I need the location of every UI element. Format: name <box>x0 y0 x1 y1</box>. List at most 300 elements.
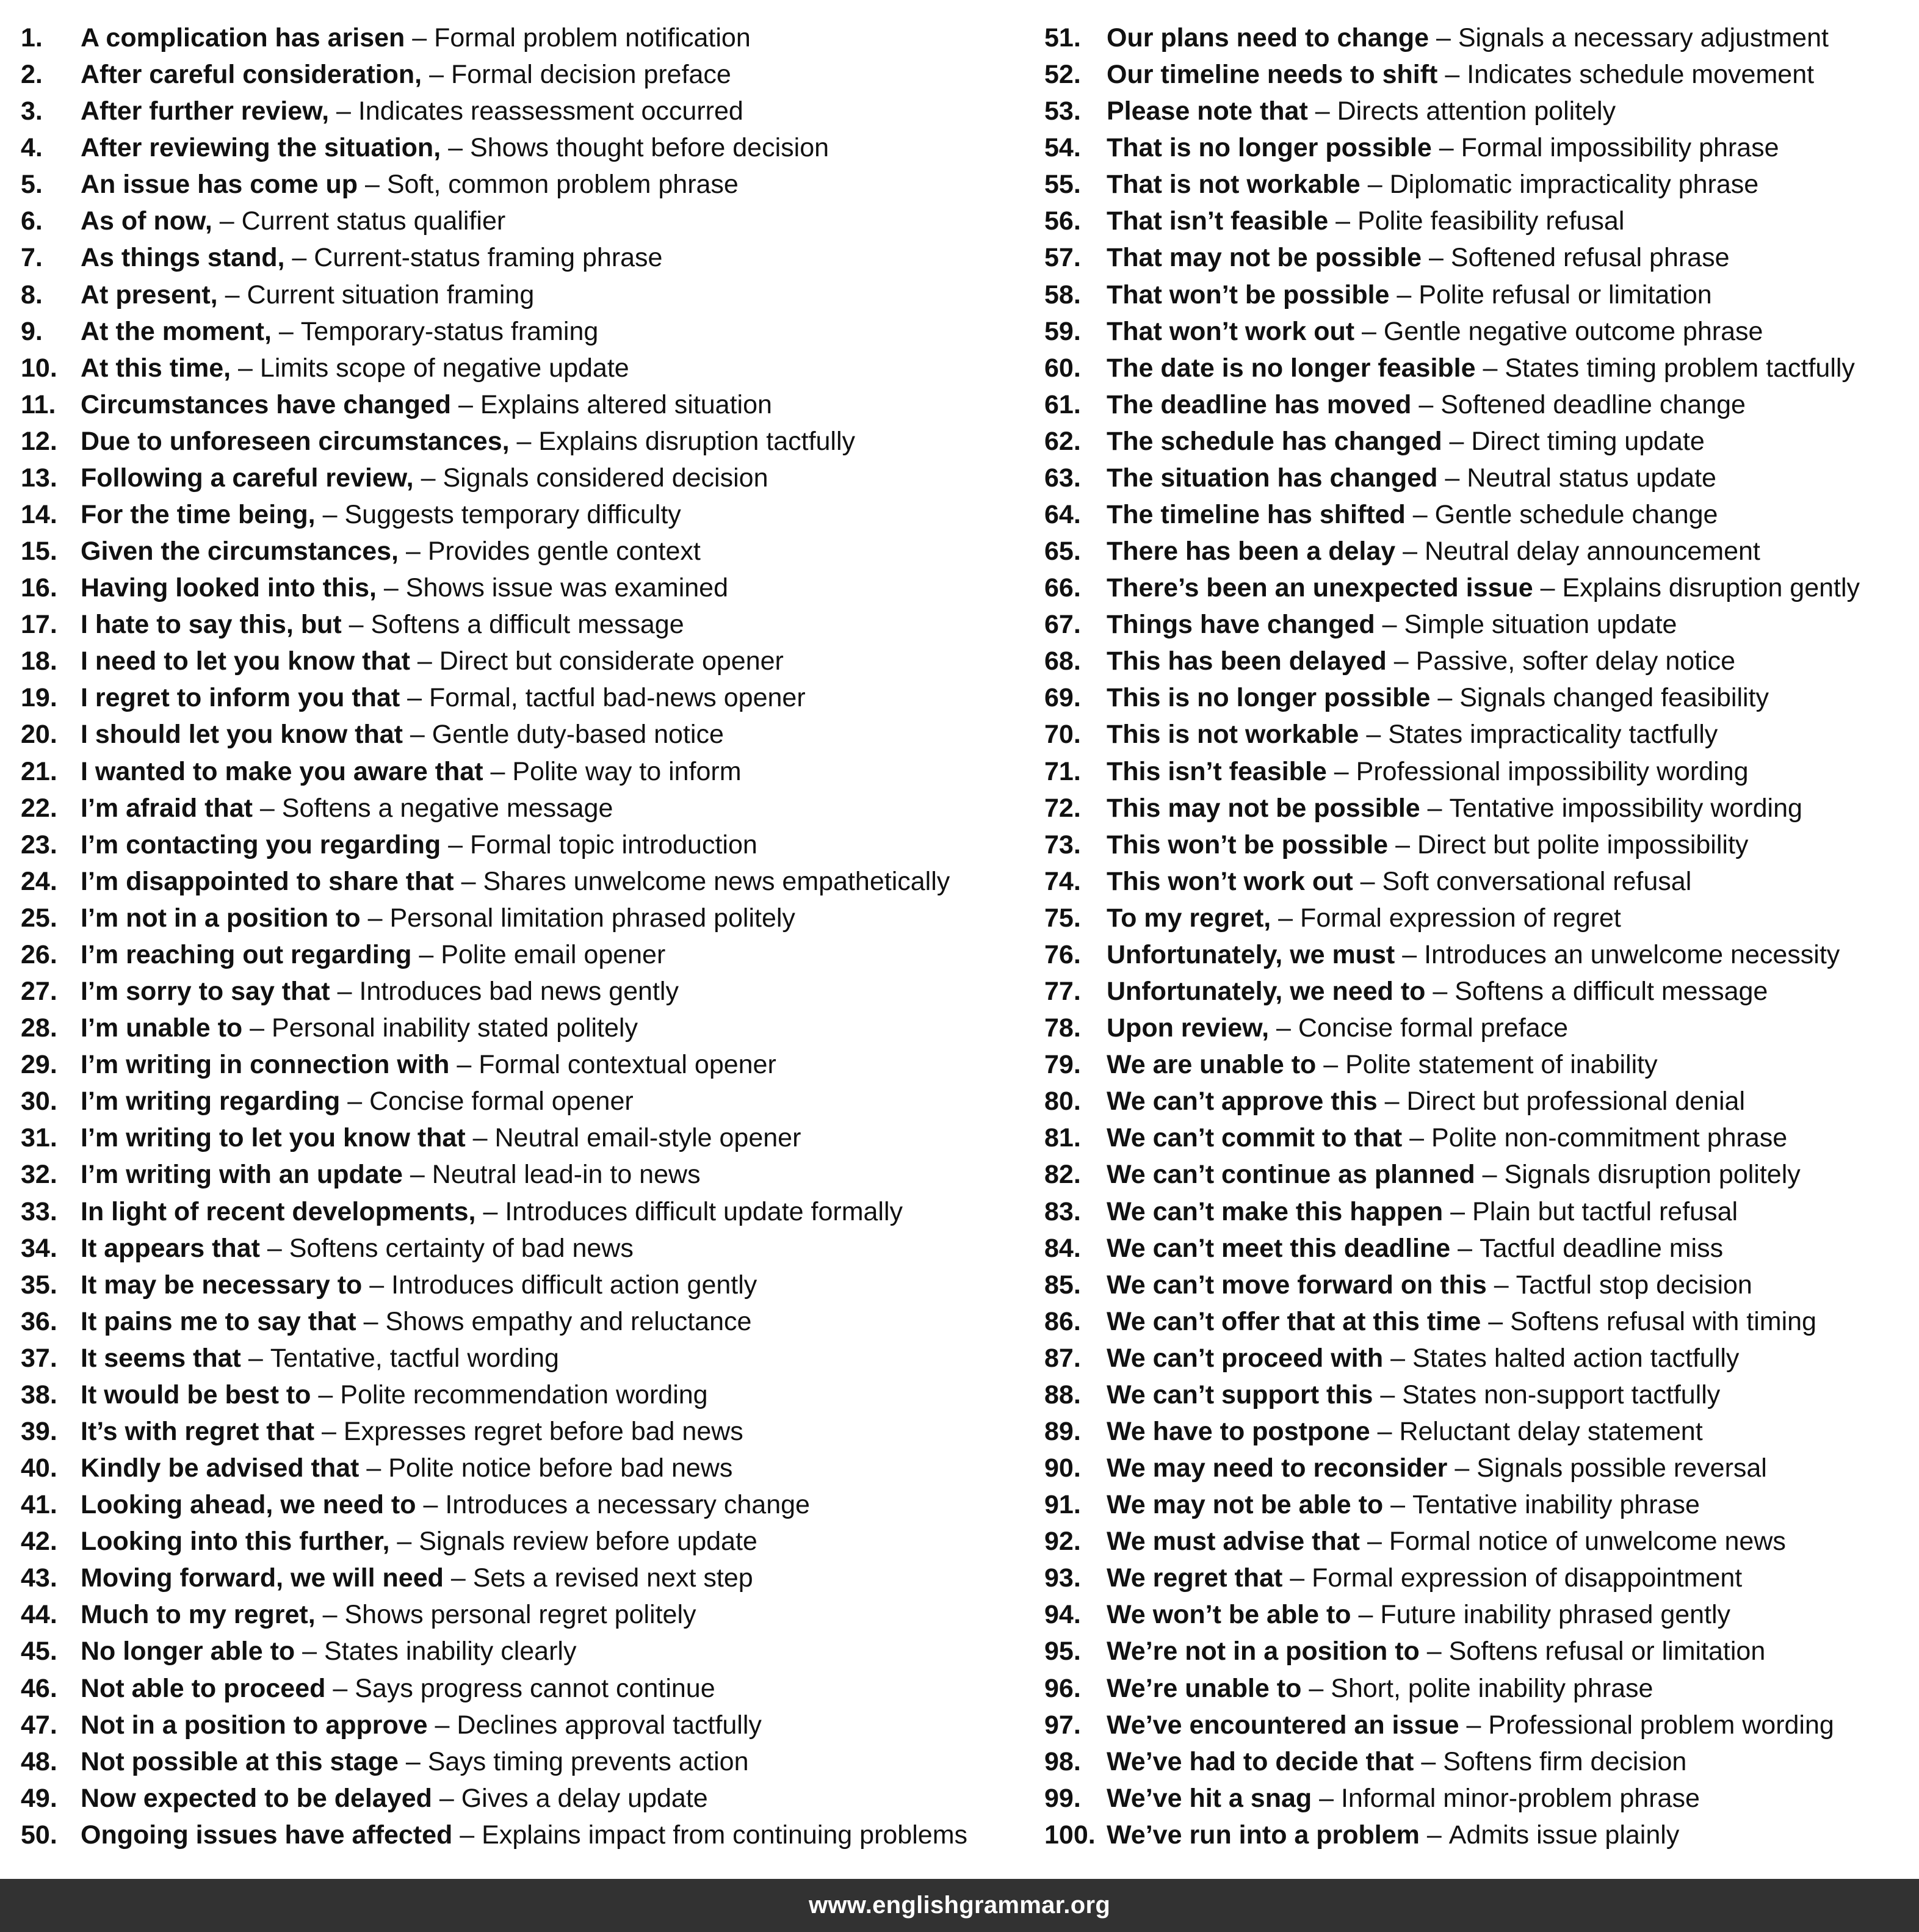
list-item <box>21 1303 1022 1340</box>
item-number: 94. <box>1044 1600 1081 1630</box>
item-separator: – <box>1380 1380 1395 1409</box>
list-item <box>1044 56 1911 93</box>
item-separator: – <box>366 1453 381 1483</box>
list-item <box>21 423 1022 460</box>
item-separator: – <box>1436 23 1451 52</box>
item-phrase: This may not be possible <box>1107 793 1420 823</box>
item-phrase: We have to postpone <box>1107 1416 1370 1446</box>
item-separator: – <box>472 1123 488 1153</box>
item-number: 80. <box>1044 1087 1081 1116</box>
list-item <box>1044 1230 1911 1267</box>
item-number: 69. <box>1044 683 1081 713</box>
item-description: Polite feasibility refusal <box>1357 206 1625 236</box>
item-phrase: We regret that <box>1107 1563 1283 1593</box>
item-separator: – <box>1445 60 1460 90</box>
item-separator: – <box>336 96 351 126</box>
item-separator: – <box>435 1710 450 1740</box>
item-phrase: We’ve encountered an issue <box>1107 1710 1459 1740</box>
item-number: 65. <box>1044 537 1081 566</box>
list-item <box>21 56 1022 93</box>
item-number: 27. <box>21 977 57 1007</box>
item-number: 21. <box>21 756 57 786</box>
list-item <box>1044 753 1911 790</box>
item-number: 37. <box>21 1343 57 1373</box>
list-item <box>1044 1560 1911 1596</box>
item-number: 38. <box>21 1380 57 1409</box>
item-description: Introduces bad news gently <box>359 977 679 1007</box>
item-number: 77. <box>1044 977 1081 1007</box>
item-separator: – <box>1433 977 1448 1007</box>
item-separator: – <box>1397 280 1412 309</box>
list-item <box>21 460 1022 496</box>
item-description: Gentle schedule change <box>1434 500 1718 530</box>
item-number: 49. <box>21 1783 57 1813</box>
item-description: Polite statement of inability <box>1345 1050 1658 1080</box>
item-phrase: An issue has come up <box>81 170 358 200</box>
item-separator: – <box>1335 206 1351 236</box>
item-description: Neutral status update <box>1467 463 1716 493</box>
list-item <box>1044 166 1911 203</box>
item-description: Sets a revised next step <box>472 1563 753 1593</box>
list-item <box>21 1560 1022 1596</box>
list-item <box>21 1633 1022 1670</box>
item-description: Personal inability stated politely <box>272 1013 638 1043</box>
list-item <box>1044 1377 1911 1413</box>
item-phrase: I’m not in a position to <box>81 903 361 933</box>
item-description: Signals a necessary adjustment <box>1458 23 1829 52</box>
item-phrase: The situation has changed <box>1107 463 1438 493</box>
item-phrase: We can’t approve this <box>1107 1087 1378 1116</box>
item-separator: – <box>1323 1050 1339 1080</box>
item-phrase: This won’t be possible <box>1107 830 1389 859</box>
item-phrase: We’ve run into a problem <box>1107 1820 1420 1850</box>
item-number: 87. <box>1044 1343 1081 1373</box>
list-item <box>21 166 1022 203</box>
item-phrase: I’m writing to let you know that <box>81 1123 466 1153</box>
item-separator: – <box>516 426 532 456</box>
item-description: Passive, softer delay notice <box>1415 646 1736 676</box>
item-phrase: Not able to proceed <box>81 1673 326 1703</box>
item-phrase: Moving forward, we will need <box>81 1563 444 1593</box>
list-item <box>1044 1523 1911 1560</box>
item-number: 50. <box>21 1820 57 1850</box>
item-phrase: Our timeline needs to shift <box>1107 60 1438 90</box>
item-phrase: As of now, <box>81 206 212 236</box>
item-number: 34. <box>21 1233 57 1263</box>
list-item <box>1044 496 1911 533</box>
item-separator: – <box>364 170 380 200</box>
item-separator: – <box>448 830 463 859</box>
item-description: Polite way to inform <box>512 756 742 786</box>
item-phrase: We can’t move forward on this <box>1107 1270 1487 1300</box>
item-number: 72. <box>1044 793 1081 823</box>
item-phrase: I’m disappointed to share that <box>81 866 454 896</box>
list-item <box>1044 1120 1911 1156</box>
item-number: 89. <box>1044 1416 1081 1446</box>
item-description: Expresses regret before bad news <box>343 1416 743 1446</box>
list-item <box>1044 129 1911 166</box>
list-item <box>21 1230 1022 1267</box>
list-item <box>1044 716 1911 753</box>
item-separator: – <box>397 1527 412 1557</box>
item-phrase: I need to let you know that <box>81 646 410 676</box>
item-phrase: Circumstances have changed <box>81 389 452 419</box>
item-description: Indicates reassessment occurred <box>358 96 743 126</box>
item-number: 58. <box>1044 280 1081 309</box>
item-separator: – <box>1402 939 1417 969</box>
item-separator: – <box>1483 353 1498 383</box>
item-description: Polite refusal or limitation <box>1418 280 1712 309</box>
item-separator: – <box>1466 1710 1481 1740</box>
item-description: States non-support tactfully <box>1402 1380 1721 1409</box>
list-item <box>21 1670 1022 1707</box>
item-description: States impracticality tactfully <box>1388 720 1718 750</box>
list-item <box>1044 1413 1911 1450</box>
item-phrase: Looking ahead, we need to <box>81 1490 416 1520</box>
item-description: Formal decision preface <box>450 60 731 90</box>
list-item <box>1044 1156 1911 1193</box>
item-description: Admits issue plainly <box>1448 1820 1680 1850</box>
list-item <box>21 1450 1022 1486</box>
item-number: 90. <box>1044 1453 1081 1483</box>
item-number: 31. <box>21 1123 57 1153</box>
item-number: 73. <box>1044 830 1081 859</box>
item-description: Tentative inability phrase <box>1412 1490 1700 1520</box>
list-item <box>1044 1743 1911 1780</box>
item-phrase: That is not workable <box>1107 170 1361 200</box>
list-item <box>1044 1633 1911 1670</box>
item-separator: – <box>1390 1490 1406 1520</box>
item-phrase: I should let you know that <box>81 720 403 750</box>
item-phrase: Unfortunately, we must <box>1107 939 1395 969</box>
item-description: Diplomatic impracticality phrase <box>1389 170 1759 200</box>
item-description: Future inability phrased gently <box>1380 1600 1731 1630</box>
item-phrase: Having looked into this, <box>81 573 377 603</box>
list-item <box>21 239 1022 276</box>
item-number: 62. <box>1044 426 1081 456</box>
item-separator: – <box>417 646 432 676</box>
item-description: Polite recommendation wording <box>340 1380 708 1409</box>
list-item <box>21 1743 1022 1780</box>
item-phrase: Not possible at this stage <box>81 1746 399 1776</box>
item-phrase: We can’t make this happen <box>1107 1196 1444 1226</box>
item-description: Formal problem notification <box>434 23 751 52</box>
item-phrase: We are unable to <box>1107 1050 1317 1080</box>
list-item <box>1044 277 1911 313</box>
item-number: 4. <box>21 133 43 163</box>
list-item <box>21 1707 1022 1743</box>
item-number: 79. <box>1044 1050 1081 1080</box>
item-phrase: The date is no longer feasible <box>1107 353 1476 383</box>
item-number: 1. <box>21 23 43 52</box>
item-number: 41. <box>21 1490 57 1520</box>
item-phrase: At present, <box>81 280 218 309</box>
item-phrase: We can’t proceed with <box>1107 1343 1384 1373</box>
list-item <box>1044 790 1911 827</box>
item-phrase: To my regret, <box>1107 903 1271 933</box>
item-description: Explains altered situation <box>480 389 772 419</box>
list-item <box>1044 203 1911 239</box>
item-separator: – <box>1429 243 1444 273</box>
item-description: Shows issue was examined <box>405 573 728 603</box>
item-separator: – <box>219 206 234 236</box>
item-description: Temporary-status framing <box>300 316 599 346</box>
list-item <box>21 1010 1022 1046</box>
item-number: 32. <box>21 1160 57 1190</box>
item-separator: – <box>248 1343 263 1373</box>
item-description: Formal topic introduction <box>469 830 757 859</box>
item-number: 56. <box>1044 206 1081 236</box>
item-description: Explains disruption gently <box>1562 573 1860 603</box>
list-item <box>21 827 1022 863</box>
item-number: 7. <box>21 243 43 273</box>
list-item <box>21 1817 1022 1853</box>
item-separator: – <box>1409 1123 1425 1153</box>
item-description: Shows personal regret politely <box>344 1600 696 1630</box>
item-phrase: At the moment, <box>81 316 272 346</box>
item-number: 16. <box>21 573 57 603</box>
list-item <box>21 936 1022 973</box>
item-phrase: Our plans need to change <box>1107 23 1429 52</box>
item-number: 19. <box>21 683 57 713</box>
footer-website-url: www.englishgrammar.org <box>808 1892 1111 1919</box>
item-phrase: This has been delayed <box>1107 646 1387 676</box>
item-number: 83. <box>1044 1196 1081 1226</box>
list-item <box>21 716 1022 753</box>
list-item <box>1044 863 1911 900</box>
list-item <box>1044 643 1911 679</box>
item-phrase: I’m writing regarding <box>81 1087 341 1116</box>
item-number: 53. <box>1044 96 1081 126</box>
item-description: Softened refusal phrase <box>1450 243 1730 273</box>
list-item <box>21 313 1022 350</box>
item-number: 98. <box>1044 1746 1081 1776</box>
list-item <box>1044 20 1911 56</box>
item-description: Explains impact from continuing problems <box>482 1820 968 1850</box>
item-phrase: The deadline has moved <box>1107 389 1412 419</box>
item-separator: – <box>1278 903 1293 933</box>
item-separator: – <box>1426 1820 1442 1850</box>
item-separator: – <box>405 537 421 566</box>
list-item <box>1044 1780 1911 1817</box>
item-separator: – <box>407 683 422 713</box>
item-description: Signals review before update <box>419 1527 757 1557</box>
item-phrase: We won’t be able to <box>1107 1600 1351 1630</box>
item-separator: – <box>1418 389 1434 419</box>
item-description: Shows thought before decision <box>469 133 829 163</box>
item-separator: – <box>457 1050 472 1080</box>
list-item <box>21 570 1022 606</box>
item-number: 15. <box>21 537 57 566</box>
item-number: 86. <box>1044 1306 1081 1336</box>
item-number: 24. <box>21 866 57 896</box>
item-phrase: There has been a delay <box>1107 537 1396 566</box>
item-description: Softens a difficult message <box>370 610 684 640</box>
item-separator: – <box>1315 96 1330 126</box>
item-phrase: We’ve hit a snag <box>1107 1783 1312 1813</box>
item-phrase: It would be best to <box>81 1380 311 1409</box>
item-number: 48. <box>21 1746 57 1776</box>
list-item <box>21 203 1022 239</box>
item-number: 57. <box>1044 243 1081 273</box>
item-separator: – <box>1540 573 1555 603</box>
item-separator: – <box>429 60 444 90</box>
item-description: Suggests temporary difficulty <box>344 500 681 530</box>
list-item <box>21 863 1022 900</box>
item-description: Explains disruption tactfully <box>538 426 856 456</box>
item-number: 42. <box>21 1527 57 1557</box>
item-description: Direct but professional denial <box>1406 1087 1746 1116</box>
item-description: Plain but tactful refusal <box>1472 1196 1738 1226</box>
item-phrase: I’m unable to <box>81 1013 243 1043</box>
item-description: Simple situation update <box>1404 610 1677 640</box>
list-item <box>1044 1596 1911 1633</box>
item-separator: – <box>1458 1233 1473 1263</box>
list-item <box>21 277 1022 313</box>
item-number: 20. <box>21 720 57 750</box>
item-phrase: This is not workable <box>1107 720 1359 750</box>
list-item <box>21 93 1022 129</box>
item-separator: – <box>225 280 240 309</box>
item-number: 36. <box>21 1306 57 1336</box>
item-number: 12. <box>21 426 57 456</box>
item-number: 96. <box>1044 1673 1081 1703</box>
item-phrase: Not in a position to approve <box>81 1710 428 1740</box>
item-separator: – <box>322 1416 336 1446</box>
item-separator: – <box>448 133 463 163</box>
list-item <box>1044 606 1911 643</box>
item-phrase: I’m writing in connection with <box>81 1050 450 1080</box>
item-number: 18. <box>21 646 57 676</box>
list-item <box>21 790 1022 827</box>
item-description: Shares unwelcome news empathetically <box>483 866 950 896</box>
item-description: Softens certainty of bad news <box>289 1233 634 1263</box>
item-description: Limits scope of negative update <box>259 353 629 383</box>
item-phrase: Following a careful review, <box>81 463 414 493</box>
item-separator: – <box>1427 793 1442 823</box>
item-number: 68. <box>1044 646 1081 676</box>
item-description: Softens refusal or limitation <box>1448 1637 1766 1666</box>
item-number: 52. <box>1044 60 1081 90</box>
list-item <box>1044 1450 1911 1486</box>
list-item <box>21 129 1022 166</box>
list-item <box>1044 1267 1911 1303</box>
item-description: Current situation framing <box>247 280 535 309</box>
list-item <box>1044 239 1911 276</box>
list-item <box>21 1156 1022 1193</box>
item-number: 66. <box>1044 573 1081 603</box>
list-item <box>21 753 1022 790</box>
item-number: 9. <box>21 316 43 346</box>
item-phrase: This isn’t feasible <box>1107 756 1327 786</box>
item-separator: – <box>1445 463 1460 493</box>
item-phrase: I hate to say this, but <box>81 610 342 640</box>
item-description: Concise formal preface <box>1298 1013 1568 1043</box>
item-phrase: At this time, <box>81 353 231 383</box>
item-description: Says progress cannot continue <box>355 1673 715 1703</box>
item-separator: – <box>1366 720 1381 750</box>
item-number: 92. <box>1044 1527 1081 1557</box>
item-separator: – <box>1494 1270 1509 1300</box>
item-phrase: We can’t continue as planned <box>1107 1160 1475 1190</box>
item-description: Neutral lead-in to news <box>432 1160 701 1190</box>
item-number: 85. <box>1044 1270 1081 1300</box>
item-description: Formal contextual opener <box>479 1050 776 1080</box>
item-number: 40. <box>21 1453 57 1483</box>
item-phrase: I’m writing with an update <box>81 1160 403 1190</box>
item-description: Polite email opener <box>441 939 666 969</box>
item-separator: – <box>1367 170 1382 200</box>
list-item <box>1044 900 1911 936</box>
item-number: 2. <box>21 60 43 90</box>
item-description: Soft conversational refusal <box>1382 866 1692 896</box>
item-number: 99. <box>1044 1783 1081 1813</box>
list-item <box>21 606 1022 643</box>
item-phrase: Due to unforeseen circumstances, <box>81 426 510 456</box>
item-description: Indicates schedule movement <box>1467 60 1815 90</box>
item-separator: – <box>1358 1600 1373 1630</box>
item-separator: – <box>250 1013 265 1043</box>
item-description: Direct timing update <box>1471 426 1705 456</box>
list-item <box>1044 1707 1911 1743</box>
item-number: 39. <box>21 1416 57 1446</box>
list-item <box>21 1083 1022 1120</box>
item-separator: – <box>363 1306 378 1336</box>
item-separator: – <box>1437 683 1453 713</box>
item-phrase: The timeline has shifted <box>1107 500 1406 530</box>
item-separator: – <box>383 573 399 603</box>
item-separator: – <box>1449 426 1464 456</box>
item-number: 91. <box>1044 1490 1081 1520</box>
item-separator: – <box>1450 1196 1465 1226</box>
item-phrase: Please note that <box>1107 96 1308 126</box>
item-phrase: We can’t meet this deadline <box>1107 1233 1451 1263</box>
item-description: Concise formal opener <box>369 1087 634 1116</box>
item-number: 63. <box>1044 463 1081 493</box>
item-description: Signals possible reversal <box>1476 1453 1767 1483</box>
item-phrase: That is no longer possible <box>1107 133 1432 163</box>
list-item <box>21 900 1022 936</box>
item-separator: – <box>322 1600 338 1630</box>
item-description: Shows empathy and reluctance <box>385 1306 752 1336</box>
item-number: 74. <box>1044 866 1081 896</box>
item-separator: – <box>405 1746 421 1776</box>
item-separator: – <box>238 353 253 383</box>
item-description: Formal expression of regret <box>1300 903 1621 933</box>
item-separator: – <box>1319 1783 1334 1813</box>
item-separator: – <box>1367 1527 1382 1557</box>
item-description: Direct but polite impossibility <box>1417 830 1749 859</box>
item-description: Softened deadline change <box>1440 389 1746 419</box>
item-number: 88. <box>1044 1380 1081 1409</box>
item-description: Soft, common problem phrase <box>386 170 739 200</box>
item-number: 5. <box>21 170 43 200</box>
list-item <box>1044 570 1911 606</box>
item-phrase: After careful consideration, <box>81 60 422 90</box>
item-phrase: It seems that <box>81 1343 241 1373</box>
list-item <box>21 973 1022 1010</box>
list-item <box>1044 1083 1911 1120</box>
item-number: 67. <box>1044 610 1081 640</box>
item-number: 64. <box>1044 500 1081 530</box>
item-number: 76. <box>1044 939 1081 969</box>
item-phrase: No longer able to <box>81 1637 295 1666</box>
list-item <box>1044 973 1911 1010</box>
list-item <box>1044 386 1911 423</box>
item-phrase: Given the circumstances, <box>81 537 399 566</box>
item-phrase: Much to my regret, <box>81 1600 316 1630</box>
item-description: Formal notice of unwelcome news <box>1389 1527 1786 1557</box>
